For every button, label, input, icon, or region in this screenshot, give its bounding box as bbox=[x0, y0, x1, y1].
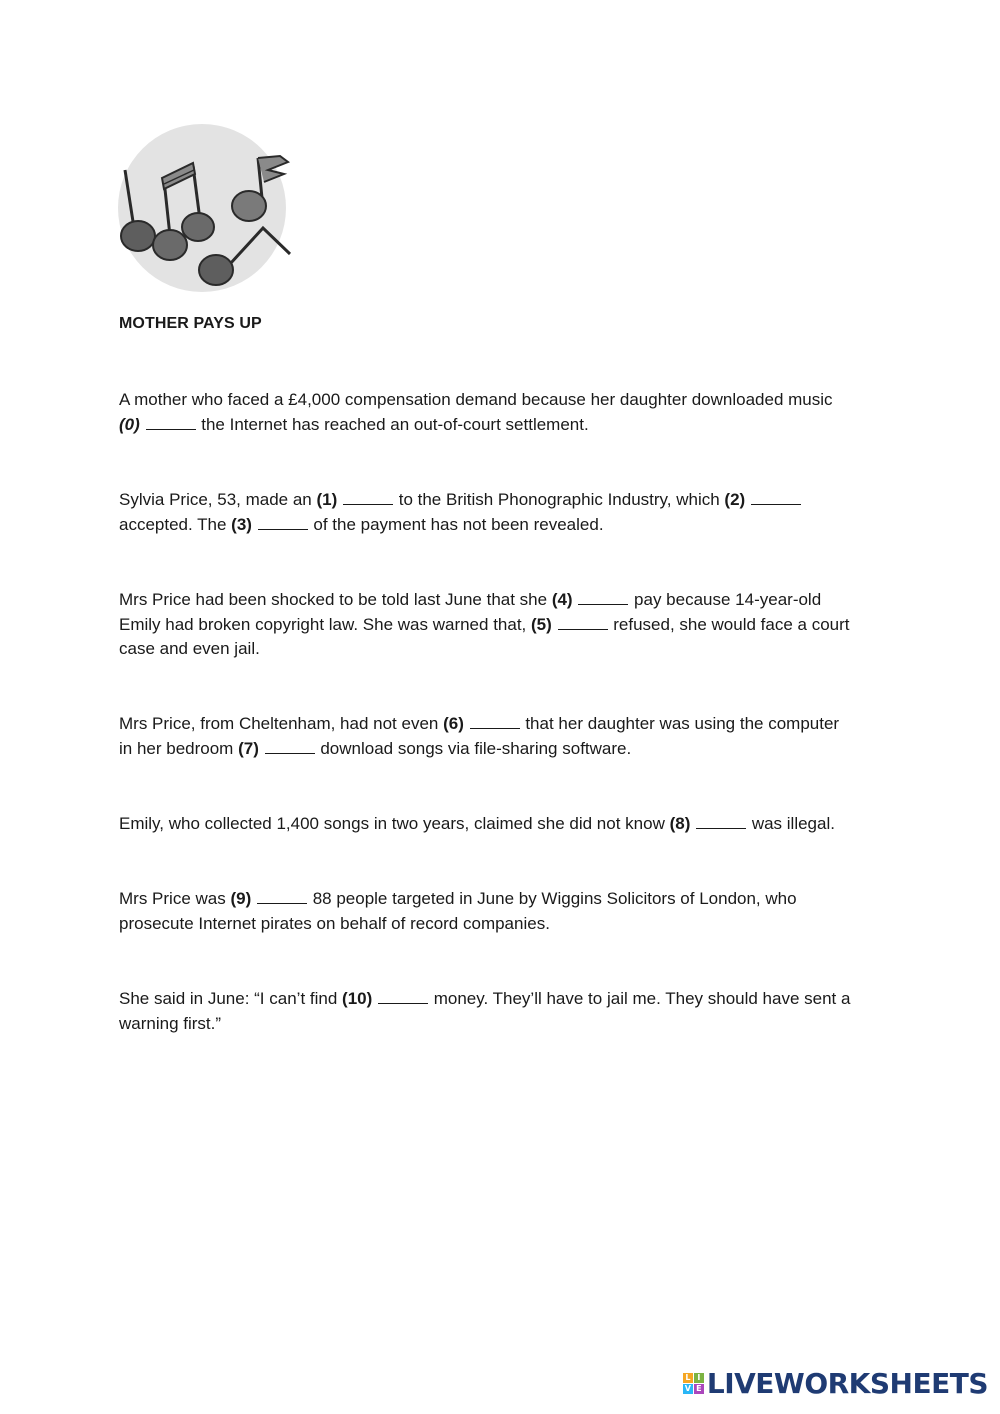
paragraph-text: accepted. The bbox=[119, 514, 232, 534]
question-number: (2) bbox=[724, 490, 746, 509]
paragraph-text: of the payment has not been revealed. bbox=[308, 514, 604, 534]
paragraph-3 bbox=[119, 712, 889, 761]
logo-mark-tile: E bbox=[694, 1384, 704, 1394]
answer-gap[interactable] bbox=[558, 614, 608, 630]
answer-gap[interactable] bbox=[146, 414, 196, 430]
music-notes-icon bbox=[118, 118, 294, 300]
answer-gap[interactable] bbox=[470, 713, 520, 729]
paragraph-text: Sylvia Price, 53, made an bbox=[119, 490, 317, 509]
paragraph-text: warning first.” bbox=[119, 1013, 222, 1033]
paragraph-2 bbox=[119, 588, 889, 662]
paragraph-4 bbox=[119, 812, 889, 837]
liveworksheets-logo[interactable] bbox=[683, 1367, 988, 1400]
example-number: (0) bbox=[119, 414, 140, 434]
paragraph-1 bbox=[119, 488, 889, 537]
answer-gap[interactable] bbox=[265, 738, 315, 754]
paragraph-text: Mrs Price was bbox=[119, 889, 231, 908]
logo-mark-tile: L bbox=[683, 1373, 693, 1383]
logo-mark-icon bbox=[683, 1373, 704, 1394]
paragraph-6 bbox=[119, 987, 889, 1036]
question-number: (8) bbox=[669, 814, 691, 833]
paragraph-5 bbox=[119, 887, 889, 936]
question-number: (5) bbox=[531, 614, 552, 634]
paragraph-text: in her bedroom bbox=[119, 738, 239, 758]
paragraph-text: was illegal. bbox=[747, 814, 835, 833]
answer-gap[interactable] bbox=[378, 988, 428, 1004]
paragraph-text: that her daughter was using the computer bbox=[520, 714, 840, 733]
logo-mark-tile: V bbox=[684, 1384, 691, 1393]
question-number: (10) bbox=[342, 989, 373, 1008]
paragraph-text: prosecute Internet pirates on behalf of record companies. bbox=[119, 913, 550, 933]
answer-gap[interactable] bbox=[751, 489, 801, 505]
answer-gap[interactable] bbox=[257, 888, 307, 904]
paragraph-text: to the British Phonographic Industry, which bbox=[394, 490, 725, 509]
paragraph-text: Emily had broken copyright law. She was warned that, bbox=[119, 614, 531, 634]
logo-text: LIVEWORKSHEETS bbox=[706, 1367, 988, 1400]
answer-gap[interactable] bbox=[696, 813, 746, 829]
paragraph-text: case and even jail. bbox=[119, 639, 260, 658]
paragraph-text: Mrs Price had been shocked to be told last June that she bbox=[119, 590, 552, 609]
paragraph-text: 88 people targeted in June by Wiggins Solicitors of London, who bbox=[307, 889, 797, 908]
paragraph-text: the Internet has reached an out-of-court settlement. bbox=[196, 414, 589, 434]
question-number: (9) bbox=[230, 889, 252, 908]
question-number: (3) bbox=[231, 514, 252, 534]
answer-gap[interactable] bbox=[343, 489, 393, 505]
question-number: (4) bbox=[551, 590, 573, 609]
answer-gap[interactable] bbox=[578, 589, 628, 605]
logo-mark-tile: I bbox=[694, 1373, 704, 1383]
question-number: (7) bbox=[238, 738, 259, 758]
answer-gap[interactable] bbox=[258, 514, 308, 530]
paragraph-text: pay because 14-year-old bbox=[629, 590, 822, 609]
paragraph-text: download songs via file-sharing software. bbox=[315, 738, 632, 758]
paragraph-0 bbox=[119, 388, 889, 437]
paragraph-text: money. They’ll have to jail me. They should have sent a bbox=[429, 989, 851, 1008]
paragraph-text: Emily, who collected 1,400 songs in two years, claimed she did not know bbox=[119, 814, 670, 833]
question-number: (6) bbox=[443, 714, 464, 733]
paragraph-text: She said in June: “I can’t find bbox=[119, 989, 343, 1008]
paragraph-text: Mrs Price, from Cheltenham, had not even bbox=[119, 714, 444, 733]
paragraph-text: refused, she would face a court bbox=[608, 614, 850, 634]
question-number: (1) bbox=[316, 490, 338, 509]
worksheet-title: MOTHER PAYS UP bbox=[119, 315, 262, 332]
paragraph-text: A mother who faced a £4,000 compensation demand because her daughter downloaded music bbox=[119, 390, 833, 409]
